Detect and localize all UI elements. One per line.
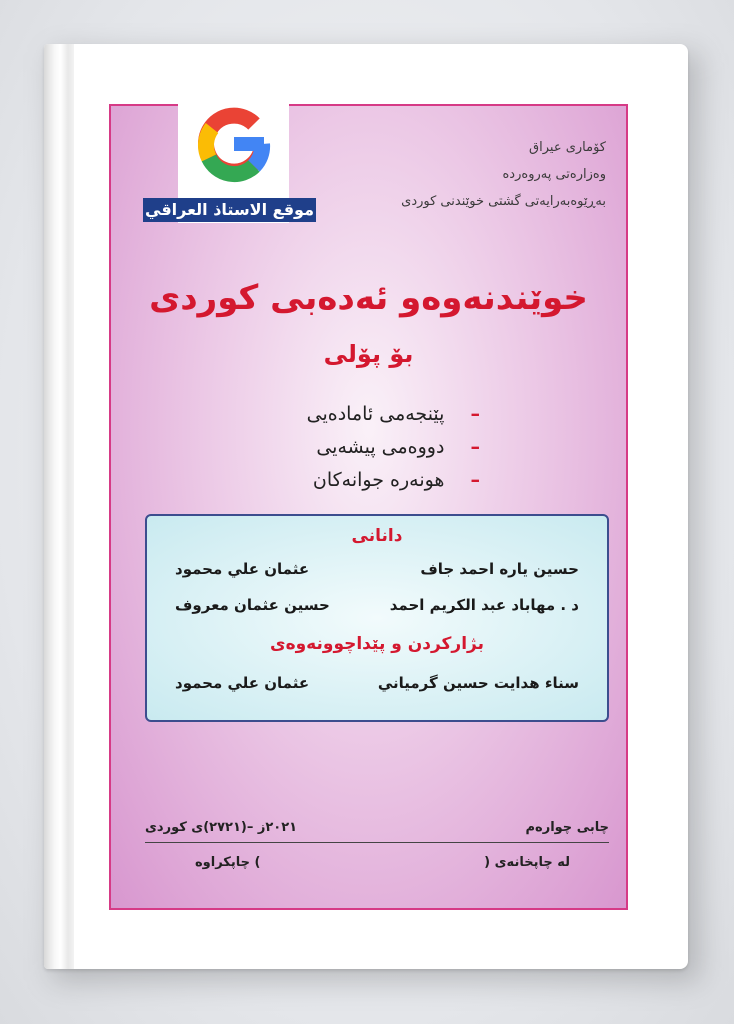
logo-site-label: موقع الاستاذ العراقي bbox=[143, 198, 316, 222]
author-name: حسین یارە احمد جاف bbox=[420, 560, 579, 578]
editor-row bbox=[175, 674, 579, 692]
authors-title: دانانی bbox=[351, 526, 403, 546]
header-line-directorate: بەڕێوەبەرایەتی گشتی خوێندنی کوردی bbox=[401, 194, 606, 209]
header-line-republic: کۆماری عیراق bbox=[529, 140, 606, 155]
press-label-end: ) چاپکراوە bbox=[195, 855, 261, 870]
author-name: عثمان علي محمود bbox=[175, 560, 310, 578]
dash-marker: – bbox=[470, 469, 480, 491]
press-label-start: لە چاپخانەی ( bbox=[484, 855, 570, 870]
book-title: خوێندنەوەو ئەدەبی کوردی bbox=[149, 278, 588, 318]
grade-item bbox=[307, 398, 480, 431]
ministry-header bbox=[346, 134, 606, 215]
press-line bbox=[195, 855, 570, 870]
dash-marker: – bbox=[470, 436, 480, 458]
grade-item bbox=[307, 431, 480, 464]
authors-box bbox=[145, 514, 609, 722]
edition-year: ٢٠٢١ز –(٢٧٢١)ی کوردی bbox=[145, 820, 298, 835]
author-name: حسين عثمان معروف bbox=[175, 596, 330, 614]
grade-label: پێنجەمی ئامادەیی bbox=[306, 403, 445, 425]
book-subtitle: بۆ پۆلی bbox=[323, 340, 414, 368]
header-line-ministry: وەزارەتی پەروەردە bbox=[502, 167, 606, 182]
author-name: د . مهاباد عبد الكريم احمد bbox=[389, 596, 579, 614]
editor-name: عثمان علي محمود bbox=[175, 674, 310, 692]
edition-label: چابی چوارەم bbox=[525, 820, 609, 835]
grade-label: دووەمی پیشەیی bbox=[316, 436, 445, 458]
dash-marker: – bbox=[470, 403, 480, 425]
google-g-icon bbox=[192, 102, 276, 186]
editors-title: بژارکردن و پێداچوونەوەی bbox=[270, 634, 484, 654]
book-spine bbox=[44, 44, 74, 969]
author-row bbox=[175, 560, 579, 578]
edition-line bbox=[145, 820, 609, 843]
grade-list bbox=[307, 398, 480, 497]
editor-name: سناء هدايت حسين گرمياني bbox=[377, 674, 579, 692]
book-cover bbox=[109, 104, 628, 910]
grade-item bbox=[307, 464, 480, 497]
author-row bbox=[175, 596, 579, 614]
grade-label: هونەرە جوانەکان bbox=[312, 469, 445, 491]
